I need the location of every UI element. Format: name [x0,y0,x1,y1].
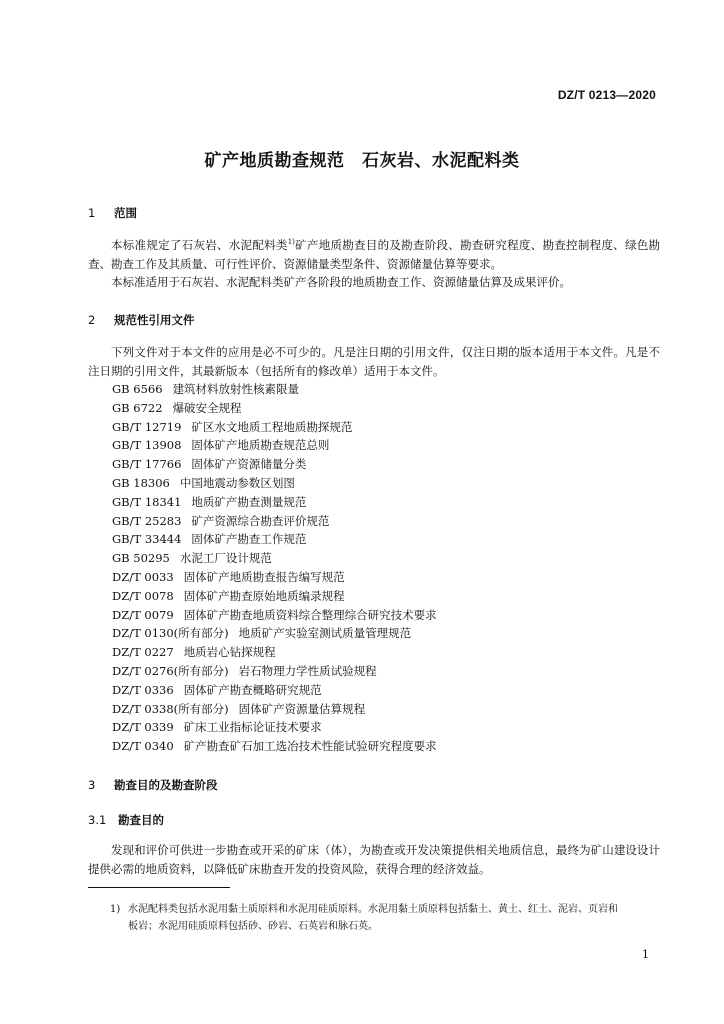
reference-title: 固体矿产勘查概略研究规范 [183,682,322,697]
reference-title: 固体矿产勘查原始地质编录规程 [183,588,345,603]
reference-code: GB/T 13908 [112,438,182,453]
reference-title: 地质矿产实验室测试质量管理规范 [238,626,412,641]
reference-code: DZ/T 0033 [112,569,174,584]
reference-item [112,418,437,437]
reference-title: 矿产资源综合勘查评价规范 [191,513,330,528]
reference-item [112,624,437,643]
reference-title: 中国地震动参数区划图 [179,475,295,490]
reference-item [112,436,437,455]
section-number: 1 [88,206,96,220]
page-number: 1 [642,948,649,961]
reference-code: GB/T 33444 [112,532,182,547]
document-code: DZ/T 0213—2020 [557,88,656,102]
section-title: 勘查目的 [118,813,164,827]
reference-title: 建筑材料放射性核素限量 [172,382,300,396]
reference-title: 矿产勘查矿石加工选冶技术性能试验研究程度要求 [183,739,437,754]
reference-code: GB/T 12719 [112,419,182,434]
reference-title: 水泥工厂设计规范 [179,551,272,566]
scope-paragraph-1 [88,236,660,273]
reference-code: GB/T 17766 [112,457,182,472]
exploration-purpose-paragraph: 发现和评价可供进一步勘查或开采的矿床（体），为勘查或开发决策提供相关地质信息，最终为矿山建设设计提供必需的地质资料，以降低矿床勘查开发的投资风险，获得合理的经济效益。 [88,843,660,876]
reference-item [112,380,437,399]
section-2-heading [88,312,195,328]
reference-item [112,455,437,474]
footnote-line-1: 水泥配料类包括水泥用黏土质原料和水泥用硅质原料。水泥用黏土质原料包括黏土、黄土、红土、泥岩、页岩和 [128,904,618,915]
reference-title: 矿区水文地质工程地质勘探规范 [191,419,353,434]
reference-code: GB 50295 [112,551,170,566]
reference-code: GB/T 25283 [112,513,182,528]
section-number: 2 [88,313,96,327]
reference-item [112,681,437,700]
reference-item [112,700,437,719]
reference-code: DZ/T 0078 [112,588,174,603]
references-intro: 下列文件对于本文件的应用是必不可少的。凡是注日期的引用文件，仅注日期的版本适用于本文件。凡是不注日期的引用文件，其最新版本（包括所有的修改单）适用于本文件。 [88,345,660,378]
reference-item [112,643,437,662]
reference-title: 固体矿产勘查工作规范 [191,532,307,547]
scope-paragraph-2: 本标准适用于石灰岩、水泥配料类矿产各阶段的地质勘查工作、资源储量估算及成果评价。 [111,275,571,289]
footnote-line-2: 板岩；水泥用硅质原料包括砂、砂岩、石英岩和脉石英。 [128,921,378,932]
section-title: 范围 [114,206,137,220]
reference-list [112,380,437,756]
reference-code: DZ/T 0340 [112,739,174,754]
reference-code: DZ/T 0338(所有部分) [112,701,229,716]
reference-title: 固体矿产资源量估算规程 [238,701,366,716]
reference-title: 固体矿产地质勘查报告编写规范 [183,569,345,584]
section-1-heading [88,205,137,221]
reference-code: GB 6566 [112,382,163,396]
reference-code: DZ/T 0336 [112,682,174,697]
reference-code: GB 6722 [112,400,163,415]
reference-item [112,530,437,549]
reference-title: 地质矿产勘查测量规范 [191,494,307,509]
reference-item [112,493,437,512]
reference-code: DZ/T 0227 [112,645,174,660]
reference-code: GB 18306 [112,475,170,490]
footnote-ref: 1) [287,238,295,246]
reference-item [112,512,437,531]
section-title: 勘查目的及勘查阶段 [114,778,218,792]
reference-item [112,662,437,681]
section-number: 3.1 [88,813,107,827]
reference-code: DZ/T 0339 [112,720,174,735]
reference-title: 固体矿产勘查地质资料综合整理综合研究技术要求 [183,607,437,622]
reference-item [112,549,437,568]
footnote-mark: 1) [110,904,121,915]
reference-title: 固体矿产地质勘查规范总则 [191,438,330,453]
reference-code: DZ/T 0276(所有部分) [112,663,229,678]
reference-item [112,718,437,737]
reference-title: 爆破安全规程 [172,400,242,415]
reference-item [112,474,437,493]
reference-item [112,737,437,756]
reference-item [112,606,437,625]
reference-code: DZ/T 0130(所有部分) [112,626,229,641]
section-3-heading [88,777,218,793]
reference-code: GB/T 18341 [112,494,182,509]
document-title: 矿产地质勘查规范 石灰岩、水泥配料类 [204,151,520,171]
section-number: 3 [88,778,96,792]
section-3-1-heading [88,812,164,828]
reference-item [112,587,437,606]
reference-title: 地质岩心钻探规程 [183,645,276,660]
reference-title: 固体矿产资源储量分类 [191,457,307,472]
reference-code: DZ/T 0079 [112,607,174,622]
reference-item [112,399,437,418]
reference-title: 矿床工业指标论证技术要求 [183,720,322,735]
scope-text-a: 本标准规定了石灰岩、水泥配料类 [111,238,288,252]
reference-title: 岩石物理力学性质试验规程 [238,663,377,678]
scope-text-b: 矿产地质勘查目的及勘查阶段、勘查研究程度、勘查控制程度、绿色勘查、勘查工作及其质量、可行性评价、资源储量类型条件、资源储量估算等要求。 [88,238,661,271]
section-title: 规范性引用文件 [114,313,195,327]
footnote-divider [88,887,230,888]
reference-item [112,568,437,587]
